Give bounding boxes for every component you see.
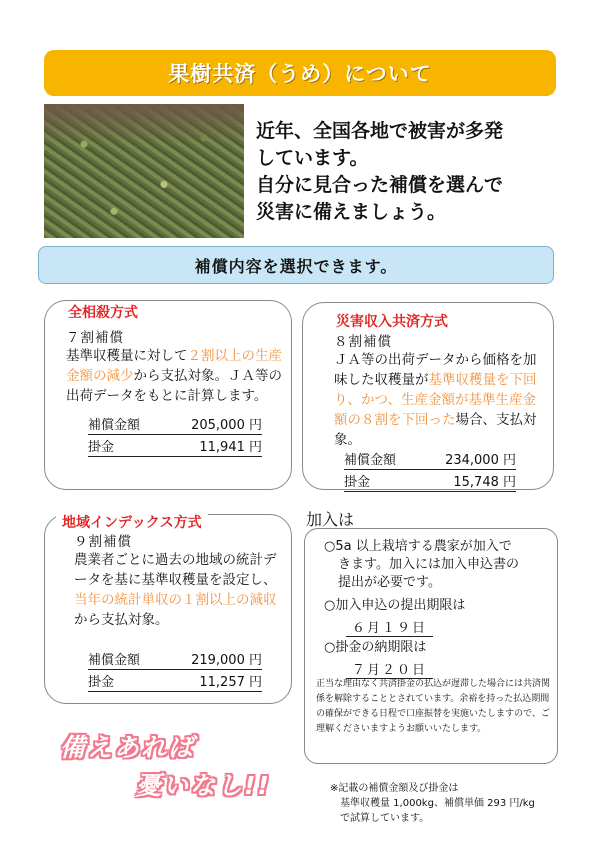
premium-value: 11,257 円 — [199, 675, 262, 690]
payment-deadline-date: ７月２０日 — [346, 659, 433, 679]
select-banner: 補償内容を選択できます。 — [38, 246, 554, 284]
intro-line: 近年、全国各地で被害が多発 — [256, 120, 504, 142]
premium-label: 掛金 — [344, 475, 371, 490]
plan-all-loss-title: 全相殺方式 — [62, 302, 144, 322]
plan-disaster-desc: ＪＡ等の出荷データから価格を加味した収穫量が基準収穫量を下回り、かつ、生産金額が基準生産金額の８割を下回った場合、支払対象。 — [334, 352, 537, 448]
amount-label: 補償金額 — [88, 418, 141, 433]
plan-disaster-table — [344, 448, 516, 492]
premium-label: 掛金 — [88, 675, 115, 690]
join-item-3: ○掛金の納期限は — [324, 640, 427, 655]
amount-value: 205,000 円 — [191, 418, 262, 433]
plan-index-desc: 農業者ごとに過去の地域の統計データを基に基準収穫量を設定し、当年の統計単収の１割以上の減収から支払対象。 — [74, 552, 277, 628]
intro-line: 災害に備えましょう。 — [256, 201, 447, 223]
amount-label: 補償金額 — [88, 653, 141, 668]
premium-label: 掛金 — [88, 440, 115, 455]
premium-value: 15,748 円 — [453, 475, 516, 490]
slogan-line-1: 備えあれば — [60, 733, 196, 762]
intro-text — [256, 118, 576, 226]
slogan-line-2: 憂いなし!! — [136, 771, 271, 800]
plan-all-loss-desc: 基準収穫量に対して２割以上の生産金額の減少から支払対象。ＪＡ等の出荷データをもとに計算します。 — [66, 348, 282, 404]
footnote: ※記載の補償金額及び掛金は 基準収穫量 1,000kg、補償単価 293 円/kg で試算しています。 — [330, 783, 535, 824]
join-note: 正当な理由なく共済掛金の払込が遅滞した場合には共済関係を解除することとされています。余裕を持った払込期間の確保ができる日程で口座振替を実施いたしますので、ご理解くださいますようお願いいたします。 — [316, 679, 551, 734]
join-item-1: ○5a 以上栽培する農家が加入で きます。加入には加入申込書の 提出が必要です。 — [324, 539, 519, 590]
join-title: 加入は — [306, 510, 355, 529]
intro-line: しています。 — [256, 147, 369, 169]
plan-disaster-title: 災害収入共済方式 — [330, 311, 454, 331]
join-item-2: ○加入申込の提出期限は — [324, 598, 466, 613]
premium-value: 11,941 円 — [199, 440, 262, 455]
amount-value: 234,000 円 — [445, 453, 516, 468]
amount-label: 補償金額 — [344, 453, 397, 468]
plan-disaster-sub: ８割補償 — [334, 334, 392, 350]
plan-all-loss-sub: ７割補償 — [66, 330, 124, 346]
fallen-plums-photo — [44, 104, 244, 238]
plan-index-title: 地域インデックス方式 — [56, 512, 208, 532]
plan-index-table — [88, 648, 262, 692]
plan-all-loss-table — [88, 413, 262, 457]
page-title: 果樹共済（うめ）について — [44, 50, 556, 96]
plan-index-sub: ９割補償 — [74, 534, 132, 550]
amount-value: 219,000 円 — [191, 653, 262, 668]
join-deadline-date: ６月１９日 — [346, 617, 433, 637]
intro-line: 自分に見合った補償を選んで — [256, 174, 504, 196]
